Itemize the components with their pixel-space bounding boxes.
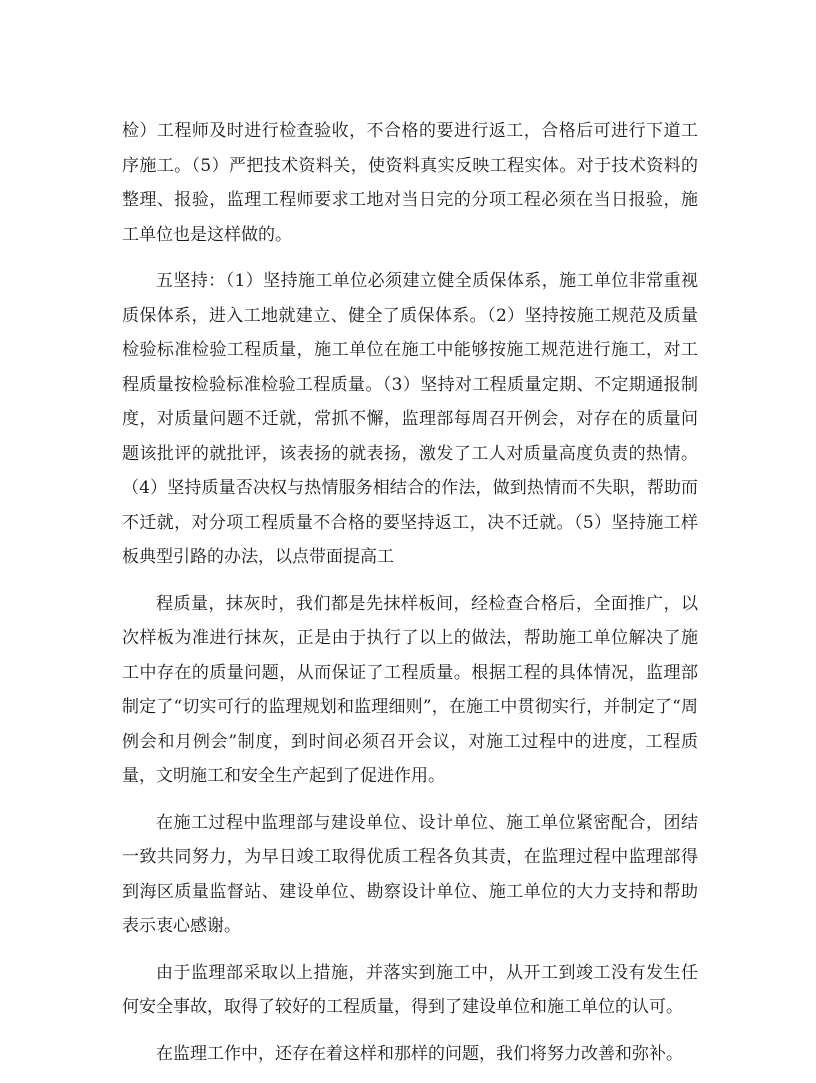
paragraph-continuation: 检）工程师及时进行检查验收，不合格的要进行返工，合格后可进行下道工序施工。（5）严把技术资料关，使资料真实反映工程实体。对于技术资料的整理、报验，监理工程师要求工地对当日完的分项工程必须在当日报验，施工单位也是这样做的。 bbox=[122, 121, 698, 245]
paragraph-five-adherences: 五坚持：（1）坚持施工单位必须建立健全质保体系，施工单位非常重视质保体系，进入工地就建立、健全了质保体系。（2）坚持按施工规范及质量检验标准检验工程质量，施工单位在施工中能够按施工规范进行施工，对工程质量按检验标准检验工程质量。（3）坚持对工程质量定期、不定期通报制度，对质量问题不迁就，常抓不懈，监理部每周召开例会，对存在的质量问题该批评的就批评，该表扬的就表扬，激发了工人对质量高度负责的热情。（4）坚持质量否决权与热情服务相结合的作法，做到热情而不失职，帮助而不迁就，对分项工程质量不合格的要坚持返工，决不迁就。（5）坚持施工样板典型引路的办法，以点带面提高工 bbox=[122, 271, 698, 567]
paragraph-safety-result: 由于监理部采取以上措施，并落实到施工中，从开工到竣工没有发生任何安全事故，取得了较好的工程质量，得到了建设单位和施工单位的认可。 bbox=[122, 962, 698, 1017]
paragraph-quality-measures: 程质量，抹灰时，我们都是先抹样板间，经检查合格后，全面推广，以次样板为准进行抹灰，正是由于执行了以上的做法，帮助施工单位解决了施工中存在的质量问题，从而保证了工程质量。根据工程的具体情况，监理部制定了“切实可行的监理规划和监理细则”，在施工中贯彻实行，并制定了“周例会和月例会”制度，到时间必须召开会议，对施工过程中的进度，工程质量，文明施工和安全生产起到了促进作用。 bbox=[122, 593, 698, 786]
paragraph-shortcomings: 在监理工作中，还存在着这样和那样的问题，我们将努力改善和弥补。 bbox=[156, 1043, 683, 1064]
document-body bbox=[122, 114, 698, 1083]
paragraph-cooperation: 在施工过程中监理部与建设单位、设计单位、施工单位紧密配合，团结一致共同努力，为早日竣工取得优质工程各负其责，在监理过程中监理部得到海区质量监督站、建设单位、勘察设计单位、施工单位的大力支持和帮助表示衷心感谢。 bbox=[122, 812, 698, 936]
